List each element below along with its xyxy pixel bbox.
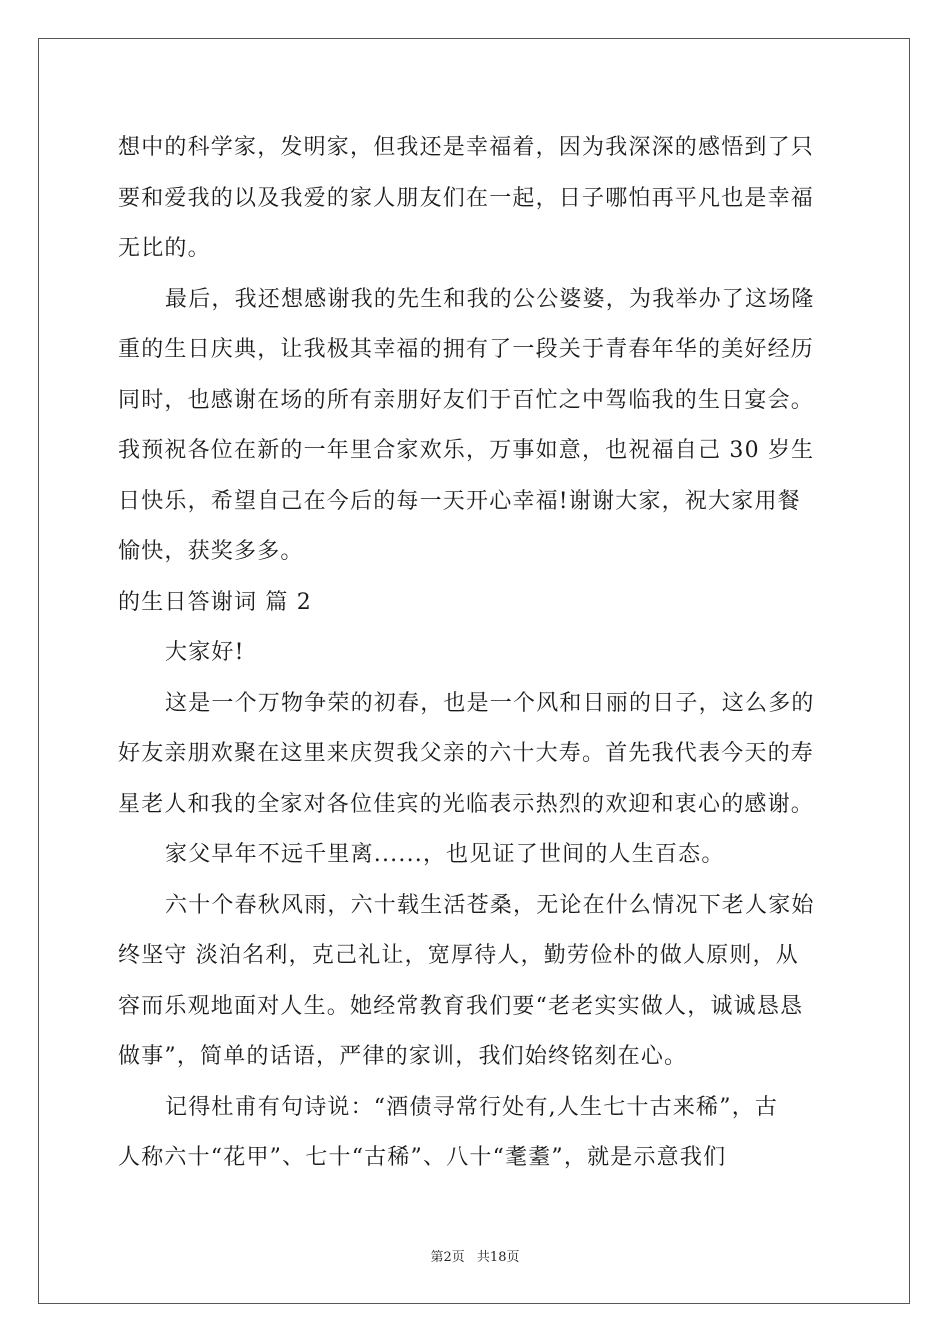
- text-line: 容而乐观地面对人生。她经常教育我们要“老老实实做人，诚诚恳恳: [118, 993, 804, 1019]
- document-body: [118, 123, 834, 1184]
- text-line: 同时，也感谢在场的所有亲朋好友们于百忙之中驾临我的生日宴会。: [118, 387, 815, 413]
- text-line: 星老人和我的全家对各位佳宾的光临表示热烈的欢迎和衷心的感谢。: [118, 791, 815, 817]
- text-line: 想中的科学家，发明家，但我还是幸福着，因为我深深的感悟到了只: [118, 135, 815, 160]
- text-line: 愉快，获奖多多。: [118, 539, 304, 564]
- page-number-footer: 第2页 共18页: [430, 1250, 520, 1265]
- text-line: 这是一个万物争荣的初春，也是一个风和日丽的日子，这么多的: [165, 690, 815, 716]
- text-line: 终坚守 淡泊名利，克己礼让，宽厚待人，勤劳俭朴的做人原则，从: [118, 943, 799, 968]
- text-line: 好友亲朋欢聚在这里来庆贺我父亲的六十大寿。首先我代表今天的寿: [118, 741, 815, 766]
- text-line: 人称六十“花甲”、七十“古稀”、八十“耄耋”，就是示意我们: [118, 1145, 727, 1170]
- text-line: 做事”，简单的话语，严律的家训，我们始终铭刻在心。: [118, 1044, 688, 1069]
- text-line: 六十个春秋风雨，六十载生活苍桑，无论在什么情况下老人家始: [165, 892, 815, 918]
- text-line: 我预祝各位在新的一年里合家欢乐，万事如意，也祝福自己 30 岁生: [118, 438, 815, 463]
- text-line: 最后，我还想感谢我的先生和我的公公婆婆，为我举办了这场隆: [165, 286, 815, 312]
- text-line: 要和爱我的以及我爱的家人朋友们在一起，日子哪怕再平凡也是幸福: [118, 185, 815, 211]
- text-line: 家父早年不远千里离......，也见证了世间的人生百态。: [165, 842, 725, 867]
- text-line: 无比的。: [118, 236, 211, 261]
- text-line: 重的生日庆典，让我极其幸福的拥有了一段关于青春年华的美好经历: [118, 337, 815, 362]
- text-line: 记得杜甫有句诗说：“酒债寻常行处有,人生七十古来稀”，古: [165, 1094, 779, 1120]
- text-line: 日快乐，希望自己在今后的每一天开心幸福!谢谢大家，祝大家用餐: [118, 488, 801, 514]
- text-line: 大家好!: [165, 640, 245, 665]
- section-heading: 的生日答谢词 篇 2: [118, 589, 312, 615]
